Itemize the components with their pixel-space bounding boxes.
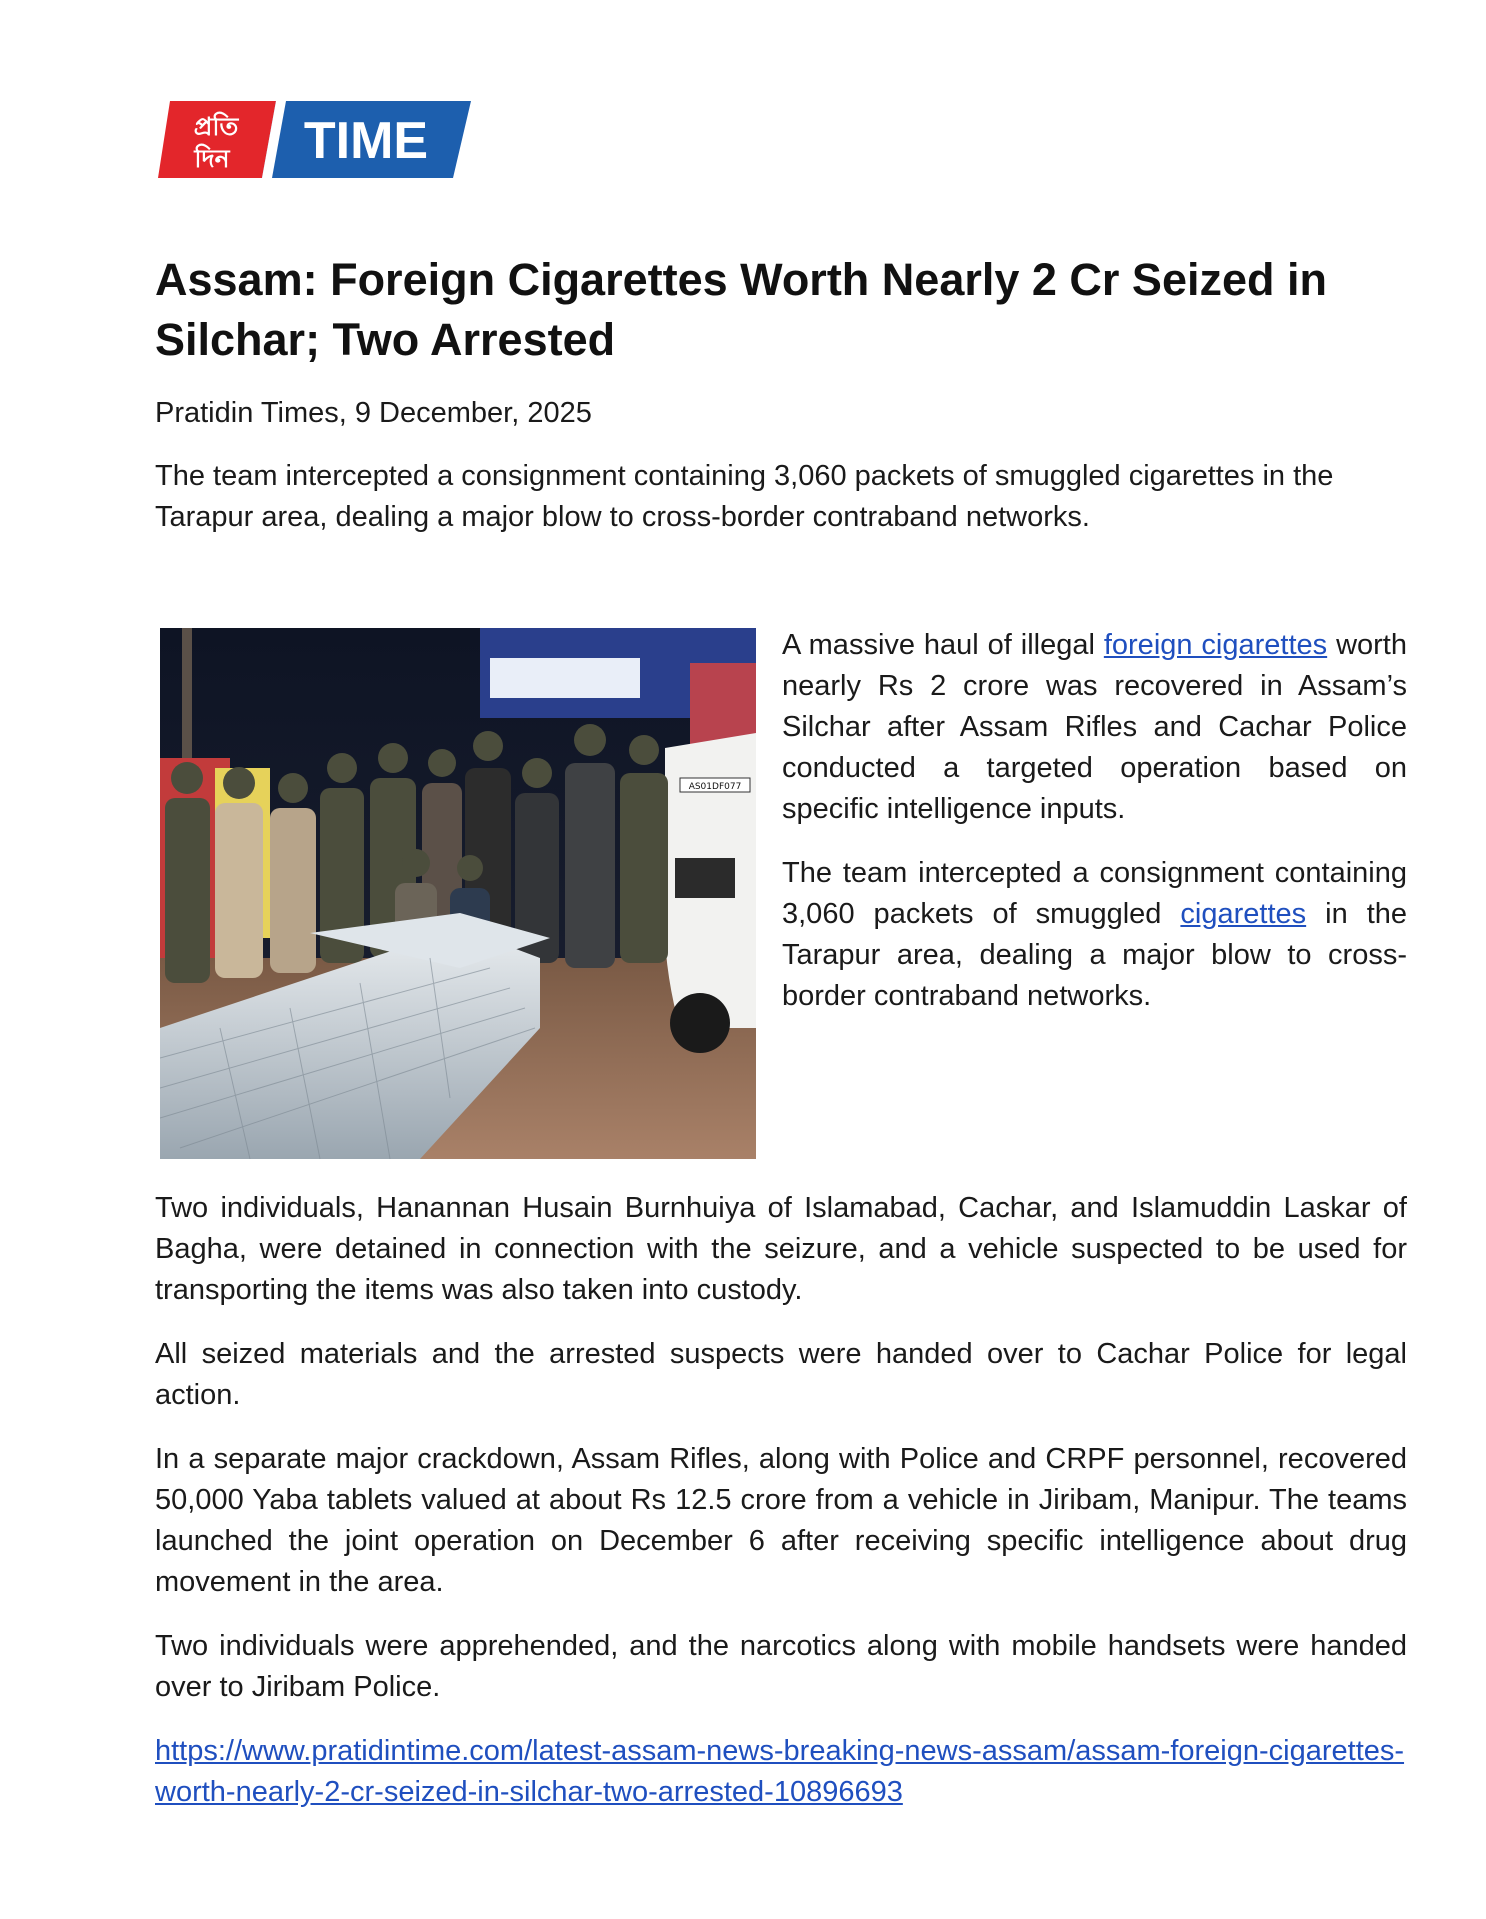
article-byline: Pratidin Times, 9 December, 2025 — [155, 397, 592, 429]
article-paragraph: Two individuals were apprehended, and the narcotics along with mobile handsets were handed over to Jiribam Police. — [155, 1630, 1407, 1703]
photo-vehicle-grille — [675, 858, 735, 898]
photo-plate-text: AS01DF077 — [688, 782, 742, 792]
paragraph-text: A massive haul of illegal — [782, 629, 1104, 661]
article-paragraph: All seized materials and the arrested suspects were handed over to Cachar Police for legal action. — [155, 1338, 1407, 1411]
article-paragraph — [782, 853, 1407, 1017]
seizure-photo — [160, 628, 756, 1159]
logo-script-text: প্রতি — [193, 112, 239, 141]
photo-shop-light — [490, 658, 640, 698]
foreign-cigarettes-link[interactable]: foreign cigarettes — [1103, 629, 1328, 661]
article-paragraph: Two individuals, Hanannan Husain Burnhuiya of Islamabad, Cachar, and Islamuddin Laskar of Bagha, were detained in connection with the seizure, and a vehicle suspected to be used for transporting the items was also taken into custody. — [155, 1192, 1407, 1306]
source-url-link[interactable]: https://www.pratidintime.com/latest-assam-news-breaking-news-assam/assam-foreign-cigarettes-worth-nearly-2-cr-seized-in-silchar-two-arrested-10896693 — [155, 1735, 1405, 1808]
article-body — [155, 1188, 1407, 1813]
article-paragraph: In a separate major crackdown, Assam Rifles, along with Police and CRPF personnel, recovered 50,000 Yaba tablets valued at about Rs 12.5 crore from a vehicle in Jiribam, Manipur. The teams launched the joint operation on December 6 after receiving specific intelligence about drug movement in the area. — [155, 1443, 1407, 1598]
article-side-column — [782, 625, 1407, 1017]
article-summary: The team intercepted a consignment containing 3,060 packets of smuggled cigarettes in the Tarapur area, dealing a major blow to cross-border contraband networks. — [155, 460, 1334, 533]
photo-vehicle-wheel — [670, 993, 730, 1053]
paragraph-text: The team intercepted a consignment containing 3,060 packets of smuggled — [782, 857, 1407, 930]
photo-pole — [182, 628, 192, 758]
logo-script-text-2: দিন — [194, 144, 230, 173]
paragraph-text: in the Tarapur area, dealing a major blow to cross-border contraband networks. — [782, 898, 1408, 1012]
article-headline: Assam: Foreign Cigarettes Worth Nearly 2 Cr Seized in Silchar; Two Arrested — [155, 254, 1327, 365]
logo-word: TIME — [303, 112, 429, 170]
paragraph-text: worth nearly Rs 2 crore was recovered in Assam’s Silchar after Assam Rifles and Cachar Police conducted a targeted operation based on specific intelligence inputs. — [782, 629, 1407, 825]
article-paragraph — [782, 625, 1407, 830]
pratidin-time-logo — [158, 101, 471, 178]
cigarettes-link[interactable]: cigarettes — [1180, 898, 1307, 930]
